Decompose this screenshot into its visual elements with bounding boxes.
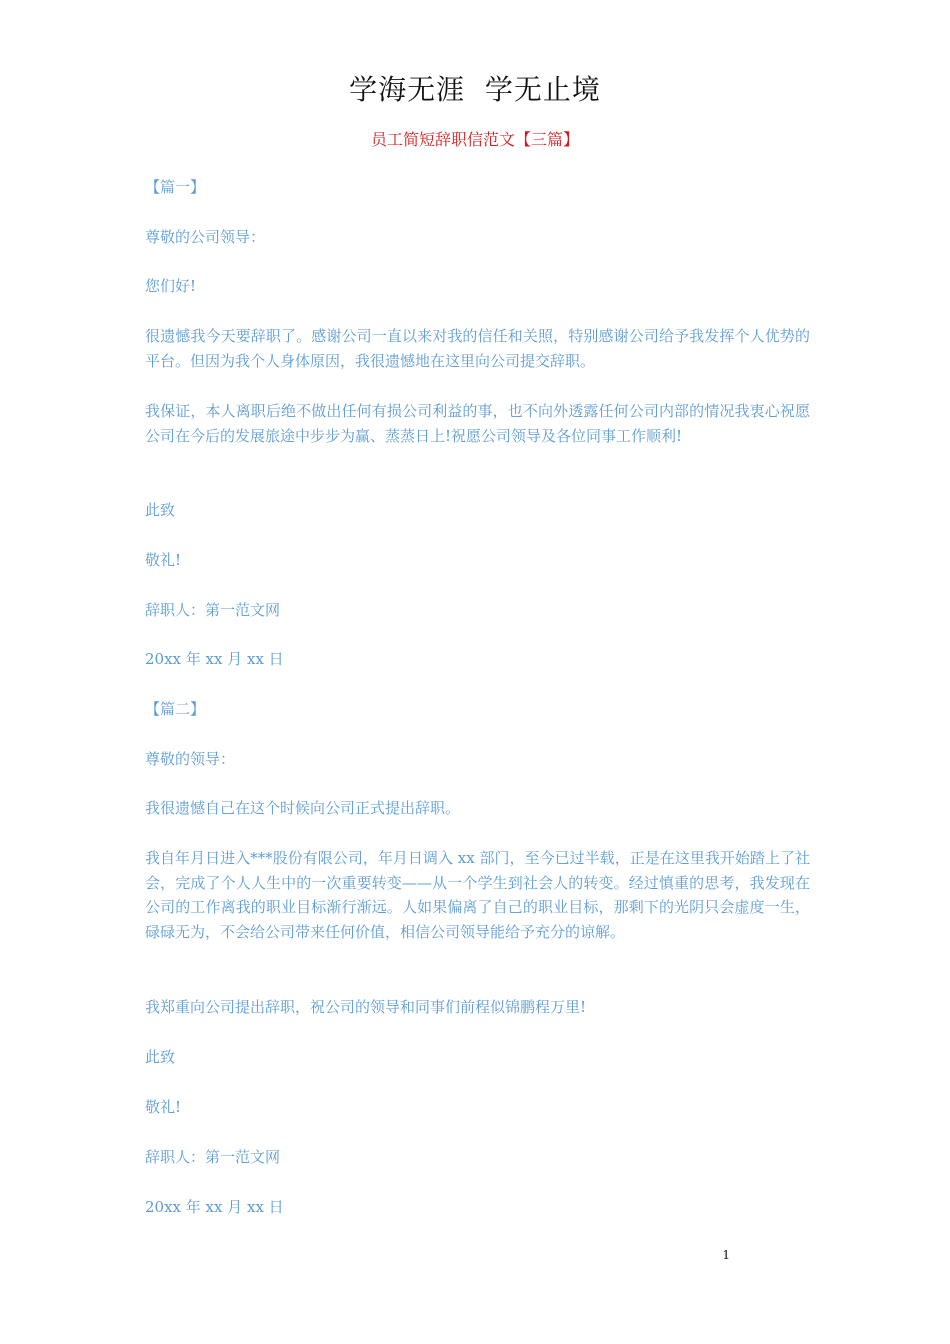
letter2-paragraph-3: 我郑重向公司提出辞职，祝公司的领导和同事们前程似锦鹏程万里!: [145, 998, 587, 1016]
letter2-closing-1: 此致: [145, 1048, 176, 1066]
letter2-date: 20xx 年 xx 月 xx 日: [145, 1198, 284, 1216]
letter2-paragraph-2: 我自年月日进入***股份有限公司，年月日调入 xx 部门，至今已过半载，正是在这里我开始踏上了社会，完成了个人人生中的一次重要转变——从一个学生到社会人的转变。经过慎重的思考，我发现在公司的工作离我的职业目标渐行渐远。人如果偏离了自己的职业目标，那剩下的光阴只会虚度一生，碌碌无为，不会给公司带来任何价值，相信公司领导能给予充分的谅解。: [145, 849, 810, 942]
document-title: 员工简短辞职信范文【三篇】: [370, 130, 579, 149]
page-header-title: 学海无涯 学无止境: [349, 73, 601, 106]
letter1-paragraph-1: 很遗憾我今天要辞职了。感谢公司一直以来对我的信任和关照，特别感谢公司给予我发挥个人优势的平台。但因为我个人身体原因，我很遗憾地在这里向公司提交辞职。: [145, 327, 810, 370]
letter1-closing-1: 此致: [145, 501, 176, 519]
letter1-date: 20xx 年 xx 月 xx 日: [145, 650, 284, 668]
letter1-signer: 辞职人：第一范文网: [145, 601, 281, 619]
letter1-paragraph-2: 我保证，本人离职后绝不做出任何有损公司利益的事，也不向外透露任何公司内部的情况我衷心祝愿公司在今后的发展旅途中步步为赢、蒸蒸日上!祝愿公司领导及各位同事工作顺利!: [145, 402, 810, 445]
letter1-greeting: 您们好!: [145, 277, 197, 295]
letter2-heading: 【篇二】: [145, 700, 206, 718]
letter2-salutation: 尊敬的领导：: [145, 750, 236, 768]
letter1-salutation: 尊敬的公司领导：: [145, 228, 266, 246]
letter2-closing-2: 敬礼!: [145, 1098, 182, 1116]
letter1-closing-2: 敬礼!: [145, 551, 182, 569]
letter2-signer: 辞职人：第一范文网: [145, 1148, 281, 1166]
letter1-heading: 【篇一】: [145, 178, 206, 196]
letter2-paragraph-1: 我很遗憾自己在这个时候向公司正式提出辞职。: [145, 799, 461, 817]
page-number: 1: [722, 1248, 730, 1262]
